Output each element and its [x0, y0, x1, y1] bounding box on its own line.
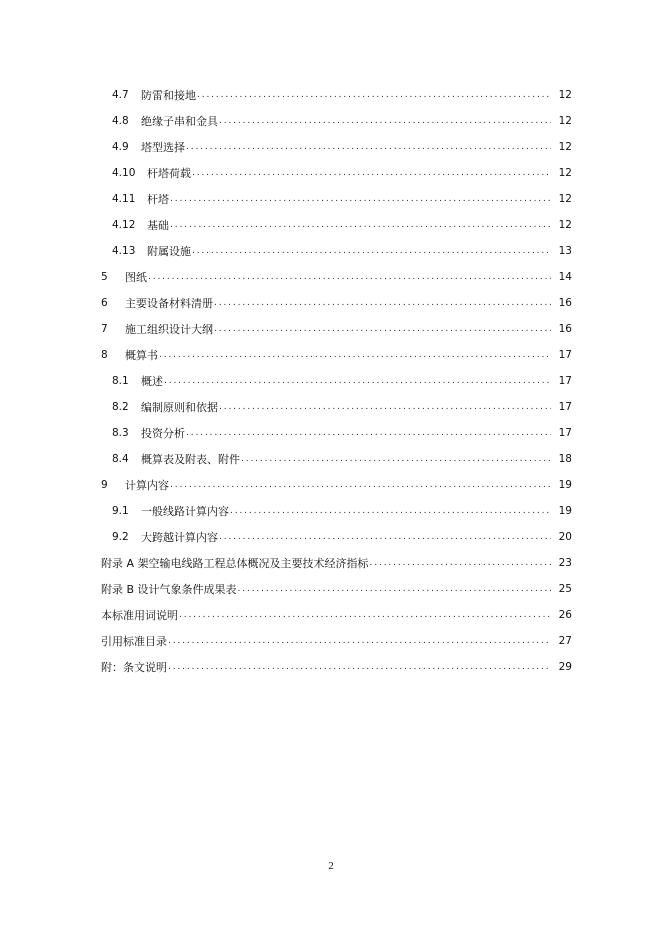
toc-dot-leader	[197, 89, 551, 102]
toc-dot-leader	[219, 115, 551, 128]
toc-entry-number: 4.11	[112, 192, 136, 205]
toc-entry-number: 6	[101, 296, 108, 309]
toc-dot-leader	[168, 661, 551, 674]
toc-entry-title: 附属设施	[147, 244, 191, 258]
toc-entry[interactable]	[0, 394, 662, 420]
toc-entry[interactable]	[0, 160, 662, 186]
toc-entry[interactable]	[0, 654, 662, 680]
page-number: 2	[328, 860, 334, 872]
toc-entry-title: 附录 A 架空输电线路工程总体概况及主要技术经济指标	[101, 556, 369, 570]
toc-entry-number: 4.9	[112, 140, 129, 153]
toc-entry[interactable]	[0, 290, 662, 316]
toc-entry-number: 5	[101, 270, 108, 283]
toc-entry-page: 12	[558, 114, 572, 127]
toc-entry-number: 9	[101, 478, 108, 491]
toc-dot-leader	[170, 219, 551, 232]
toc-dot-leader	[238, 583, 551, 596]
toc-entry[interactable]	[0, 550, 662, 576]
toc-entry-page: 12	[558, 166, 572, 179]
toc-entry-title: 绝缘子串和金具	[141, 114, 218, 128]
toc-dot-leader	[219, 531, 551, 544]
toc-dot-leader	[186, 141, 551, 154]
toc-entry-number: 4.13	[112, 244, 136, 257]
toc-entry-title: 施工组织设计大纲	[125, 322, 213, 336]
toc-entry[interactable]	[0, 264, 662, 290]
toc-dot-leader	[148, 271, 551, 284]
toc-entry-page: 12	[558, 192, 572, 205]
toc-entry-title: 基础	[147, 218, 169, 232]
toc-dot-leader	[170, 479, 551, 492]
toc-entry-number: 9.1	[112, 504, 129, 517]
toc-entry-title: 本标准用词说明	[101, 608, 178, 622]
toc-entry-title: 一般线路计算内容	[141, 504, 229, 518]
toc-entry-title: 附录 B 设计气象条件成果表	[101, 582, 237, 596]
toc-entry[interactable]	[0, 342, 662, 368]
toc-entry-page: 17	[558, 348, 572, 361]
toc-entry-title: 主要设备材料清册	[125, 296, 213, 310]
toc-dot-leader	[370, 557, 551, 570]
toc-entry-page: 18	[558, 452, 572, 465]
toc-entry-number: 9.2	[112, 530, 129, 543]
table-of-contents	[0, 82, 662, 680]
toc-entry-number: 4.7	[112, 88, 129, 101]
toc-entry-page: 12	[558, 88, 572, 101]
toc-entry-page: 20	[558, 530, 572, 543]
toc-dot-leader	[214, 297, 551, 310]
toc-entry-number: 8.4	[112, 452, 129, 465]
toc-entry-title: 概算书	[125, 348, 158, 362]
toc-entry[interactable]	[0, 628, 662, 654]
toc-entry[interactable]	[0, 108, 662, 134]
toc-entry-page: 12	[558, 140, 572, 153]
toc-entry[interactable]	[0, 524, 662, 550]
toc-dot-leader	[186, 427, 551, 440]
toc-entry-title: 大跨越计算内容	[141, 530, 218, 544]
toc-dot-leader	[164, 375, 551, 388]
toc-entry-title: 编制原则和依据	[141, 400, 218, 414]
toc-entry-title: 塔型选择	[141, 140, 185, 154]
toc-entry-page: 17	[558, 400, 572, 413]
toc-entry-number: 7	[101, 322, 108, 335]
toc-entry[interactable]	[0, 368, 662, 394]
toc-entry-page: 27	[558, 634, 572, 647]
toc-entry[interactable]	[0, 82, 662, 108]
toc-dot-leader	[214, 323, 551, 336]
toc-entry-page: 26	[558, 608, 572, 621]
toc-entry-page: 25	[558, 582, 572, 595]
toc-entry-title: 引用标准目录	[101, 634, 167, 648]
toc-entry-number: 4.8	[112, 114, 129, 127]
toc-entry-number: 8.3	[112, 426, 129, 439]
toc-entry-title: 杆塔	[147, 192, 169, 206]
toc-entry-page: 17	[558, 426, 572, 439]
toc-entry[interactable]	[0, 602, 662, 628]
toc-entry[interactable]	[0, 420, 662, 446]
toc-entry-title: 概述	[141, 374, 163, 388]
toc-dot-leader	[159, 349, 551, 362]
toc-entry-page: 17	[558, 374, 572, 387]
toc-entry-page: 12	[558, 218, 572, 231]
toc-entry-title: 杆塔荷载	[147, 166, 191, 180]
toc-entry[interactable]	[0, 316, 662, 342]
toc-entry-page: 16	[558, 322, 572, 335]
toc-entry-number: 8.2	[112, 400, 129, 413]
toc-entry-number: 8.1	[112, 374, 129, 387]
toc-entry[interactable]	[0, 446, 662, 472]
toc-dot-leader	[230, 505, 551, 518]
toc-entry[interactable]	[0, 134, 662, 160]
toc-entry-number: 4.10	[112, 166, 136, 179]
toc-entry-page: 19	[558, 478, 572, 491]
toc-entry-title: 防雷和接地	[141, 88, 196, 102]
toc-entry[interactable]	[0, 498, 662, 524]
toc-entry-page: 14	[558, 270, 572, 283]
toc-entry-title: 图纸	[125, 270, 147, 284]
toc-dot-leader	[192, 167, 551, 180]
toc-entry-title: 附：条文说明	[101, 660, 167, 674]
toc-dot-leader	[192, 245, 551, 258]
toc-entry[interactable]	[0, 186, 662, 212]
toc-entry-number: 8	[101, 348, 108, 361]
toc-entry[interactable]	[0, 472, 662, 498]
toc-entry[interactable]	[0, 576, 662, 602]
toc-dot-leader	[241, 453, 551, 466]
toc-dot-leader	[179, 609, 551, 622]
toc-entry-page: 13	[558, 244, 572, 257]
toc-dot-leader	[168, 635, 551, 648]
toc-entry[interactable]	[0, 212, 662, 238]
toc-entry-page: 19	[558, 504, 572, 517]
toc-entry-number: 4.12	[112, 218, 136, 231]
toc-entry-title: 概算表及附表、附件	[141, 452, 240, 466]
toc-dot-leader	[219, 401, 551, 414]
toc-entry[interactable]	[0, 238, 662, 264]
toc-entry-page: 29	[558, 660, 572, 673]
toc-dot-leader	[170, 193, 551, 206]
toc-entry-page: 23	[558, 556, 572, 569]
toc-entry-title: 投资分析	[141, 426, 185, 440]
toc-entry-title: 计算内容	[125, 478, 169, 492]
toc-entry-page: 16	[558, 296, 572, 309]
